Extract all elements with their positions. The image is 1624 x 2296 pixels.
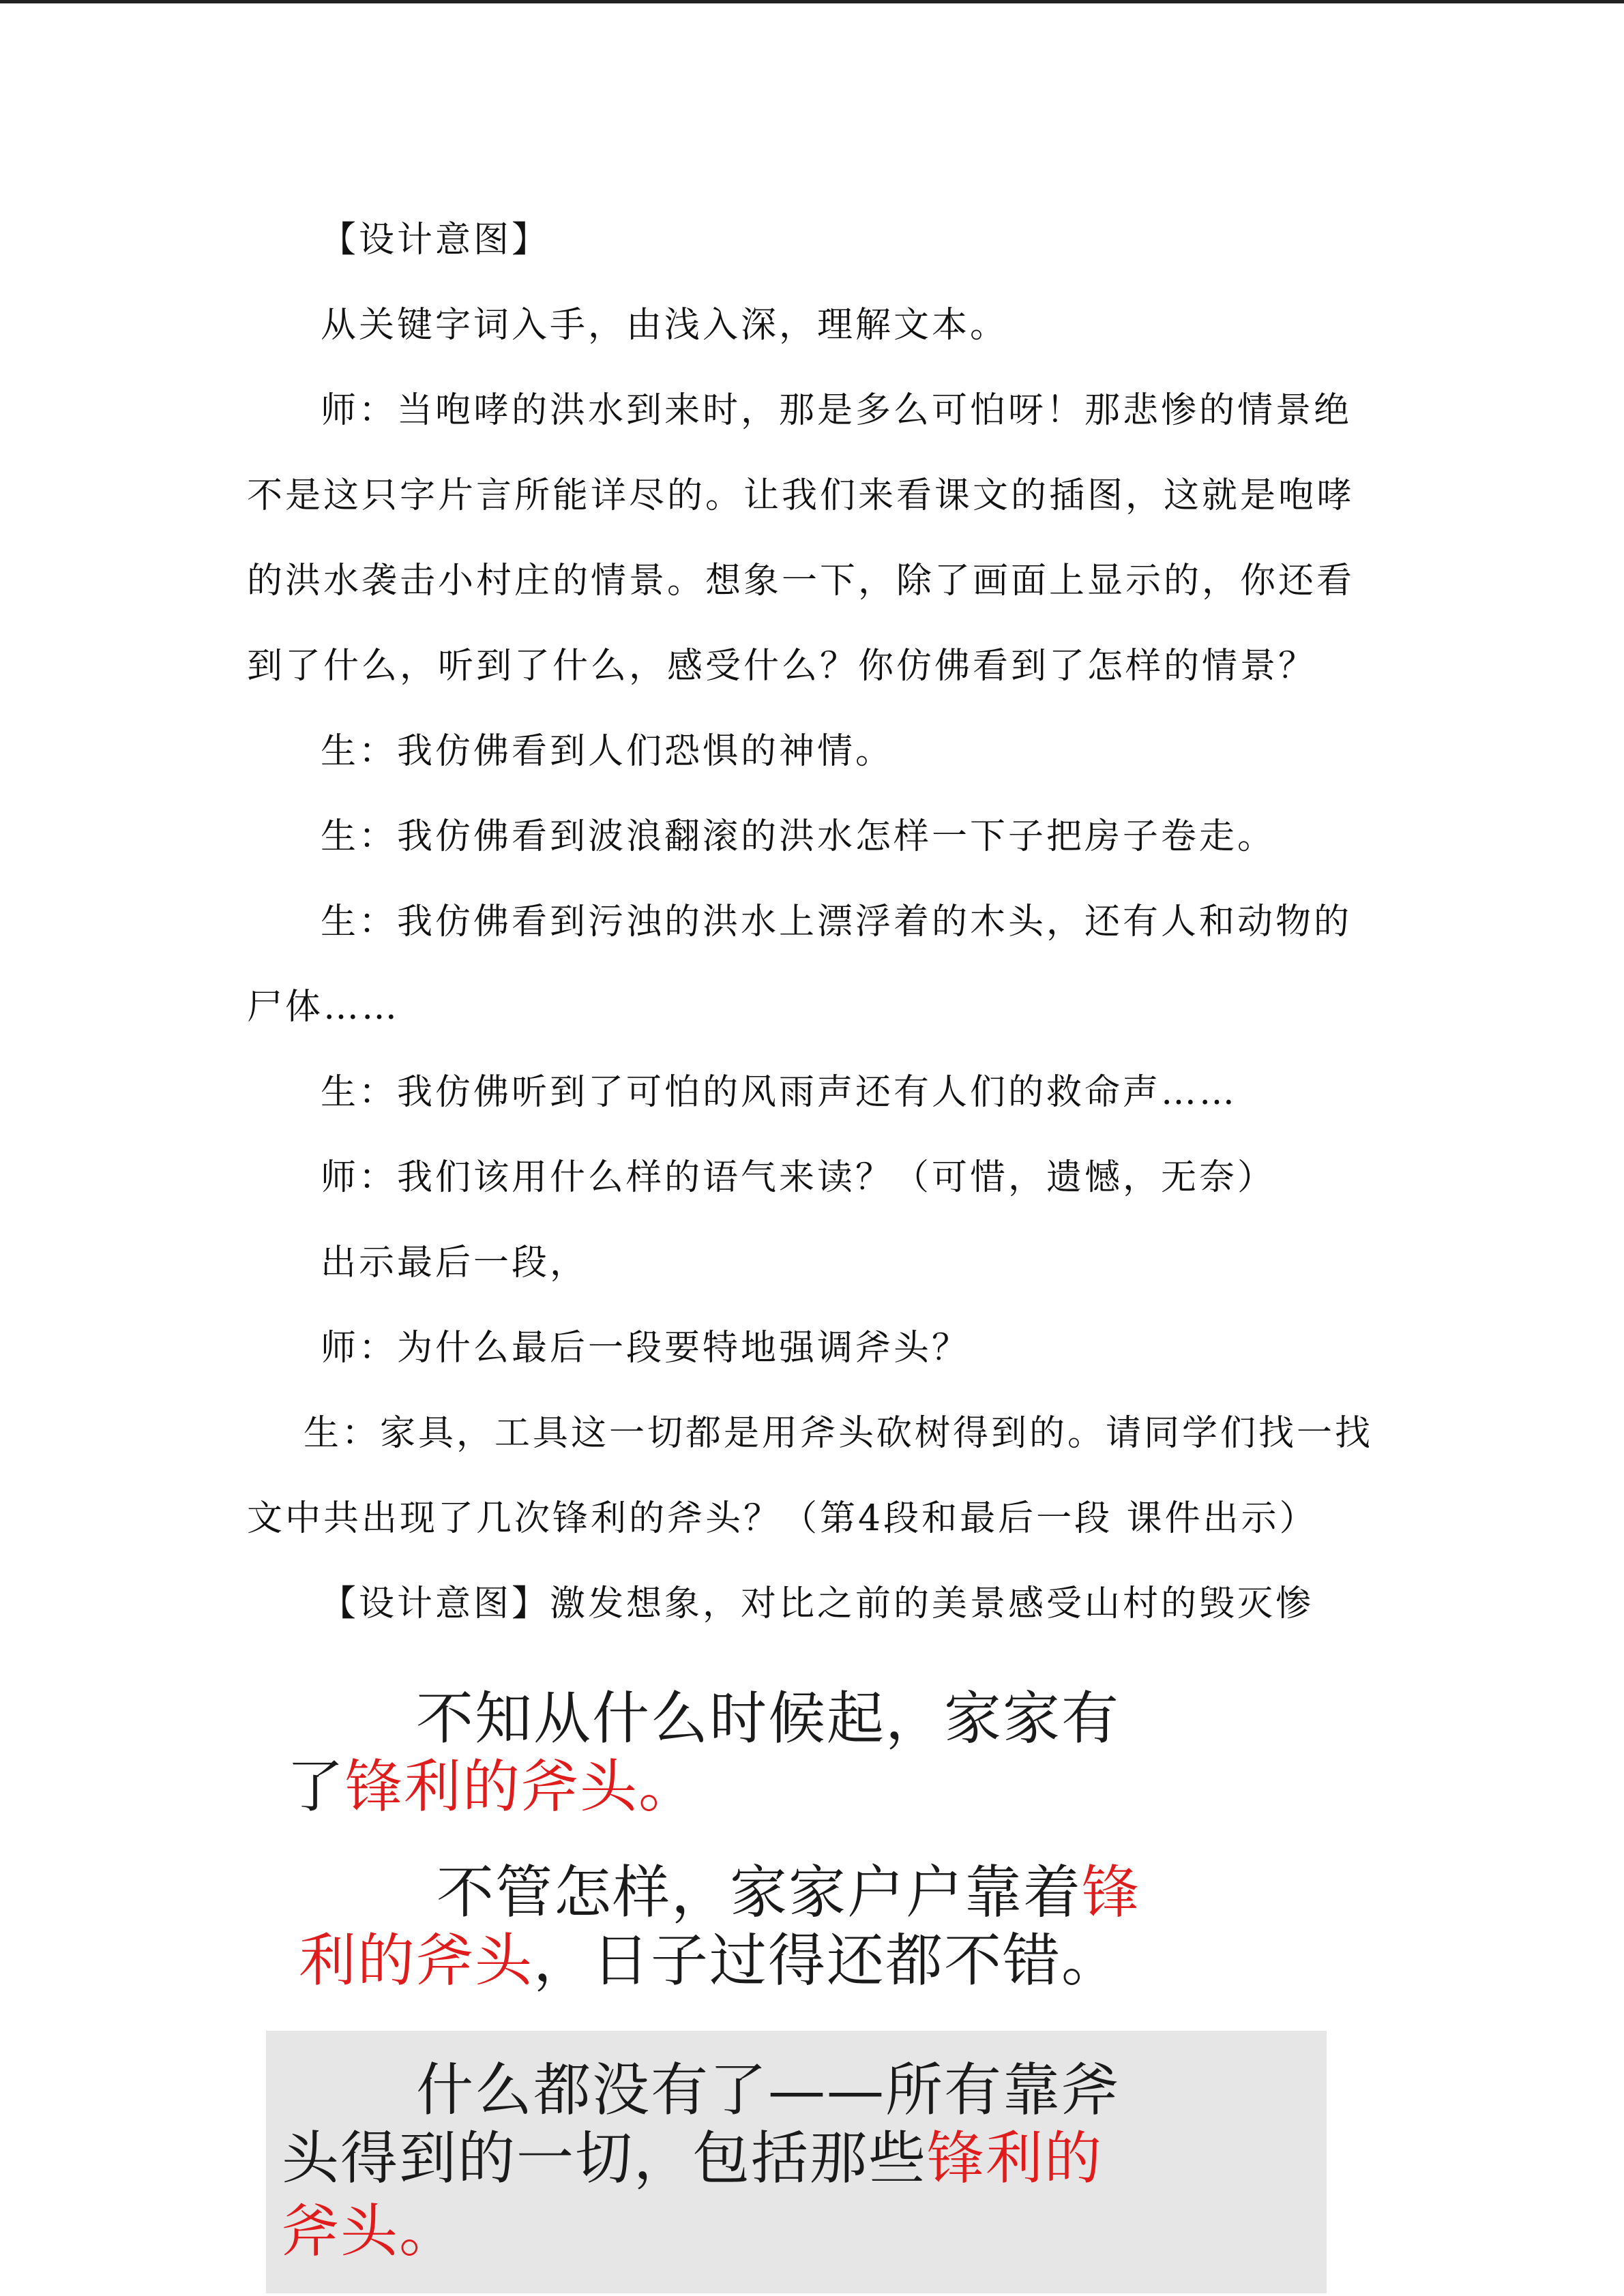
paragraph-line: 生：我仿佛看到人们恐惧的神情。 xyxy=(321,731,894,772)
highlighted-phrase: 锋利的 xyxy=(927,2125,1104,2192)
slide-text: 什么都没有了——所有靠斧 xyxy=(416,2057,1121,2123)
slide-text: 不知从什么时候起，家家有 xyxy=(416,1685,1121,1752)
paragraph-line: 生：家具，工具这一切都是用斧头砍树得到的。请同学们找一找 xyxy=(304,1413,1374,1454)
page-top-border xyxy=(0,0,1624,3)
paragraph-line: 到了什么，听到了什么，感受什么？你仿佛看到了怎样的情景？ xyxy=(247,646,1317,687)
paragraph-line: 生：我仿佛听到了可怕的风雨声还有人们的救命声…… xyxy=(321,1072,1238,1113)
paragraph-line: 不是这只字片言所能详尽的。让我们来看课文的插图，这就是咆哮 xyxy=(247,475,1355,516)
paragraph-line: 的洪水袭击小村庄的情景。想象一下，除了画面上显示的，你还看 xyxy=(247,561,1355,601)
highlighted-phrase: 锋 xyxy=(1082,1859,1141,1926)
slide-text xyxy=(286,1753,697,1821)
slide-text-plain: 不管怎样，家家户户靠着 xyxy=(437,1859,1082,1926)
design-intent-heading: 【设计意图】 xyxy=(321,220,550,260)
paragraph-line: 生：我仿佛看到污浊的洪水上漂浮着的木头，还有人和动物的 xyxy=(321,901,1353,942)
highlighted-phrase: 利的斧头 xyxy=(299,1927,534,1994)
highlighted-phrase: 斧头。 xyxy=(282,2198,458,2265)
paragraph-line: 文中共出现了几次锋利的斧头？（第4段和最后一段 课件出示） xyxy=(247,1498,1318,1539)
paragraph-line: 师：当咆哮的洪水到来时，那是多么可怕呀！那悲惨的情景绝 xyxy=(321,390,1353,431)
slide-text xyxy=(299,1926,1120,1995)
slide-text xyxy=(282,2124,1103,2192)
paragraph-line: 师：我们该用什么样的语气来读？（可惜，遗憾，无奈） xyxy=(321,1157,1276,1198)
slide-text-plain: ，日子过得还都不错。 xyxy=(533,1927,1121,1994)
paragraph-line: 尸体…… xyxy=(247,987,400,1028)
slide-text-plain: 了 xyxy=(286,1753,346,1820)
paragraph-line: 生：我仿佛看到波浪翻滚的洪水怎样一下子把房子卷走。 xyxy=(321,816,1276,857)
paragraph-line: 出示最后一段， xyxy=(321,1242,589,1283)
paragraph-line: 师：为什么最后一段要特地强调斧头？ xyxy=(321,1328,971,1369)
paragraph-line: 从关键字词入手，由浅入深，理解文本。 xyxy=(321,305,1009,346)
slide-text-plain: 头得到的一切，包括那些 xyxy=(282,2125,928,2192)
highlighted-phrase: 锋利的斧头。 xyxy=(345,1753,698,1820)
design-intent-line: 【设计意图】激发想象，对比之前的美景感受山村的毁灭惨 xyxy=(321,1583,1314,1624)
slide-text xyxy=(437,1858,1140,1926)
